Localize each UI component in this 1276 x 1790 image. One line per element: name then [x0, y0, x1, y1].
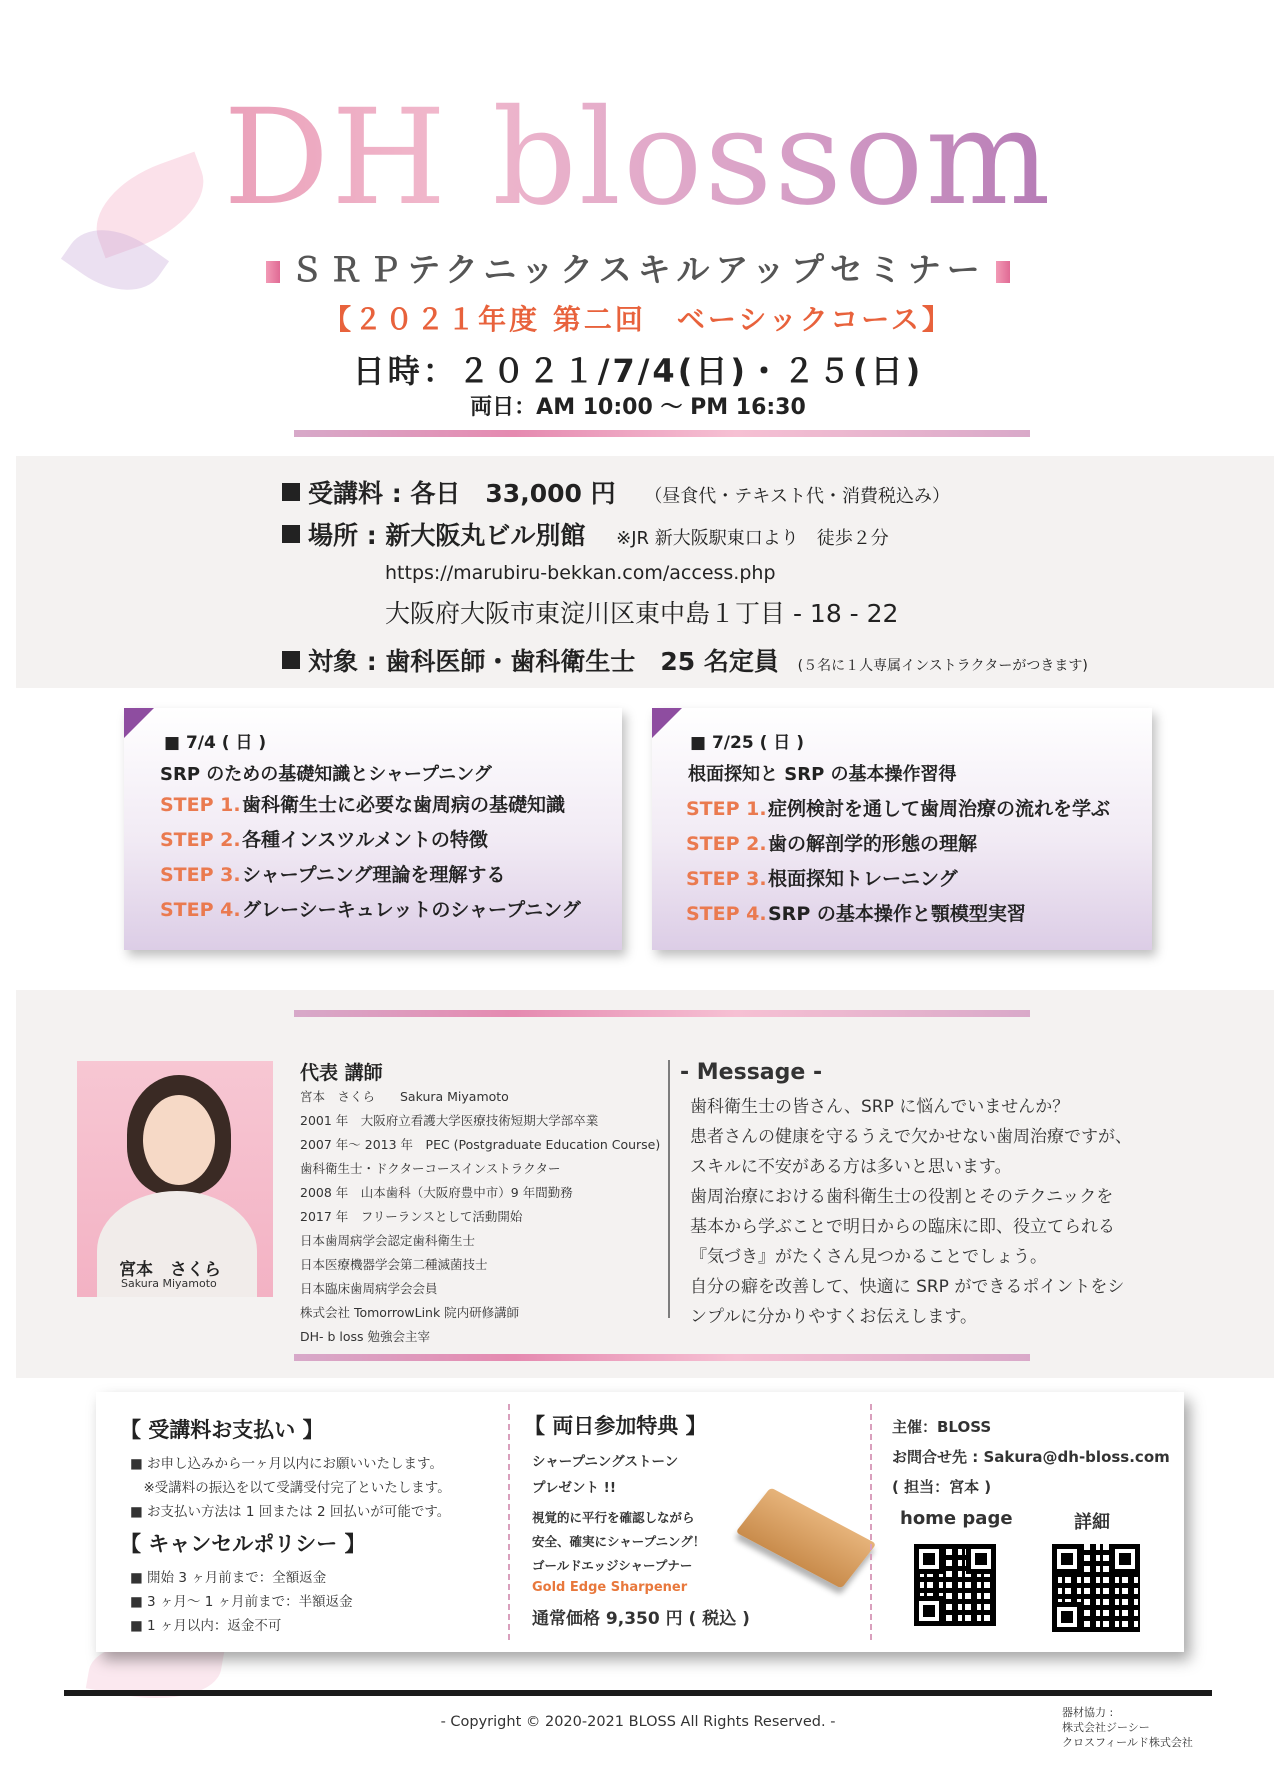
photo-name: 宮本 さくら [119, 1260, 221, 1280]
message-line: スキルに不安がある方は多いと思います。 [690, 1157, 1012, 1177]
day1-step-2 [160, 825, 488, 852]
step-label: STEP 3. [686, 868, 767, 890]
step-label: STEP 1. [160, 794, 241, 816]
details-label: 詳細 [1074, 1512, 1110, 1533]
bio-line: 株式会社 TomorrowLink 院内研修講師 [300, 1305, 520, 1320]
seminar-subtitle [0, 244, 1276, 291]
subtitle-text: ＳＲＰテクニックスキルアップセミナー [290, 250, 986, 289]
day1-step-4 [160, 895, 581, 922]
sponsor-line: 株式会社ジーシー [1062, 1721, 1150, 1734]
day2-step-3 [686, 864, 958, 891]
cancel-line: ■ 開始 3 ヶ月前まで：全額返金 [130, 1570, 327, 1586]
benefit-line: プレゼント !! [532, 1480, 616, 1496]
instructor-heading: 代表 講師 [300, 1062, 383, 1084]
column-divider [870, 1404, 872, 1640]
benefit-desc: 安全、確実にシャープニング！ [532, 1534, 706, 1549]
sponsor-line: クロスフィールド株式会社 [1062, 1736, 1193, 1749]
host: 主催：BLOSS [892, 1418, 992, 1436]
day1-date: ■ 7/4 ( 日 ) [164, 733, 267, 753]
payment-line: ■ お支払い方法は 1 回または 2 回払いが可能です。 [130, 1504, 451, 1520]
message-line: 歯科衛生士の皆さん、SRP に悩んでいませんか？ [690, 1097, 1070, 1117]
cancel-title: 【 キャンセルポリシー 】 [120, 1532, 366, 1556]
day2-date: ■ 7/25 ( 日 ) [690, 733, 804, 753]
event-date: 日時：２０２１/7/4(日)・２５(日) [352, 352, 924, 390]
divider [294, 1010, 1030, 1017]
qr-finder [914, 1544, 944, 1574]
step-label: STEP 2. [686, 833, 767, 855]
day1-title: SRP のための基礎知識とシャープニング [160, 764, 492, 785]
qr-finder [1110, 1544, 1140, 1574]
homepage-qr-code[interactable] [914, 1544, 996, 1626]
day1-step-3 [160, 860, 505, 887]
payment-line: ■ お申し込みから一ヶ月以内にお願いいたします。 [130, 1456, 443, 1472]
fee-row [282, 474, 950, 510]
benefit-desc: 視覚的に平行を確認しながら [532, 1510, 695, 1525]
step-text: シャープニング理論を理解する [242, 864, 506, 886]
bio-line: 2007 年〜 2013 年 PEC (Postgraduate Education Course) [300, 1137, 661, 1152]
bio-line: 日本臨床歯周病学会会員 [300, 1281, 438, 1296]
product-name: Gold Edge Sharpener [532, 1580, 688, 1595]
subtitle-bar-left [266, 261, 280, 283]
divider [294, 1354, 1030, 1361]
step-text: 根面探知トレーニング [768, 868, 958, 890]
target-note: (５名に１人専属インストラクターがつきます) [797, 658, 1088, 674]
day2-card [652, 708, 1152, 950]
photo-romaji: Sakura Miyamoto [121, 1277, 217, 1290]
step-label: STEP 2. [160, 829, 241, 851]
contact-email[interactable]: お問合せ先 : Sakura@dh-bloss.com [892, 1448, 1170, 1466]
fee-note: （昼食代・テキスト代・消費税込み） [644, 486, 950, 507]
place-text: 場所 : 新大阪丸ビル別館 [308, 521, 586, 550]
bio-line: 日本歯周病学会認定歯科衛生士 [300, 1233, 476, 1248]
bottom-info-card [96, 1392, 1184, 1652]
message-line: 自分の癖を改善して、快適に SRP ができるポイントをシ [690, 1277, 1125, 1297]
bio-line: 宮本 さくら Sakura Miyamoto [300, 1089, 509, 1104]
card-corner [652, 708, 682, 738]
message-line: 『気づき』がたくさん見つかることでしょう。 [690, 1247, 1047, 1267]
day2-step-1 [686, 794, 1110, 821]
square-bullet-icon [282, 483, 300, 501]
qr-finder [914, 1596, 944, 1626]
payment-line: ※受講料の振込を以て受講受付完了といたします。 [130, 1480, 451, 1496]
address: 大阪府大阪市東淀川区東中島１丁目 - 18 - 22 [385, 599, 899, 628]
bio-line: 2001 年 大阪府立看護大学医療技術短期大学部卒業 [300, 1113, 599, 1128]
fee-text: 受講料 : 各日 33,000 円 [308, 479, 616, 508]
divider [294, 430, 1030, 437]
info-section [16, 456, 1274, 688]
event-time: 両日：AM 10:00 〜 PM 16:30 [470, 395, 806, 420]
instructor-photo [77, 1061, 273, 1297]
cancel-line: ■ 1 ヶ月以内：返金不可 [130, 1618, 282, 1634]
access-url[interactable]: https://marubiru-bekkan.com/access.php [385, 562, 776, 584]
square-bullet-icon [282, 525, 300, 543]
footer-line [64, 1690, 1212, 1696]
place-note: ※JR 新大阪駅東口より 徒歩２分 [616, 528, 889, 549]
message-heading: - Message - [680, 1060, 823, 1085]
day2-step-2 [686, 829, 977, 856]
column-divider [508, 1404, 510, 1640]
message-divider [668, 1060, 670, 1318]
step-text: 歯の解剖学的形態の理解 [768, 833, 978, 855]
step-text: 歯科衛生士に必要な歯周病の基礎知識 [242, 794, 566, 816]
message-line: 歯周治療における歯科衛生士の役割とそのテクニックを [690, 1187, 1114, 1207]
face-shape [143, 1095, 215, 1185]
step-label: STEP 4. [160, 899, 241, 921]
target-text: 対象 : 歯科医師・歯科衛生士 25 名定員 [308, 647, 779, 676]
sharpening-stone-icon [736, 1487, 877, 1588]
step-text: 症例検討を通して歯周治療の流れを学ぶ [768, 798, 1111, 820]
product-price: 通常価格 9,350 円 ( 税込 ) [532, 1609, 750, 1629]
benefit-line: シャープニングストーン [532, 1454, 679, 1470]
bio-line: 2017 年 フリーランスとして活動開始 [300, 1209, 523, 1224]
qr-finder [966, 1544, 996, 1574]
payment-title: 【 受講料お支払い 】 [120, 1418, 324, 1442]
benefit-desc: ゴールドエッジシャープナー [532, 1558, 693, 1573]
step-label: STEP 1. [686, 798, 767, 820]
message-line: ンプルに分かりやすくお伝えします。 [690, 1307, 977, 1327]
place-row [282, 516, 889, 552]
step-text: 各種インスツルメントの特徴 [242, 829, 488, 851]
step-label: STEP 3. [160, 864, 241, 886]
sponsor-line: 器材協力 : [1062, 1706, 1114, 1719]
message-line: 患者さんの健康を守るうえで欠かせない歯周治療ですが、 [690, 1127, 1132, 1147]
bio-line: 歯科衛生士・ドクターコースインストラクター [300, 1161, 561, 1176]
course-label: 【２０２１年度 第二回 ベーシックコース】 [323, 303, 953, 336]
bio-line: DH- b loss 勉強会主宰 [300, 1329, 431, 1344]
homepage-label: home page [900, 1508, 1013, 1529]
message-line: 基本から学ぶことで明日からの臨床に即、役立てられる [690, 1217, 1115, 1237]
day1-card [124, 708, 622, 950]
day2-title: 根面探知と SRP の基本操作習得 [688, 764, 957, 785]
subtitle-bar-right [996, 261, 1010, 283]
day1-step-1 [160, 790, 565, 817]
bio-line: 日本医療機器学会第二種滅菌技士 [300, 1257, 488, 1272]
qr-finder [1052, 1544, 1082, 1574]
qr-finder [1052, 1602, 1082, 1632]
card-corner [124, 708, 154, 738]
copyright: - Copyright © 2020-2021 BLOSS All Rights Reserved. - [440, 1714, 836, 1730]
square-bullet-icon [282, 651, 300, 669]
benefit-title: 【 両日参加特典 】 [524, 1414, 707, 1438]
step-label: STEP 4. [686, 903, 767, 925]
day2-step-4 [686, 899, 1026, 926]
details-qr-code[interactable] [1052, 1544, 1140, 1632]
bio-line: 2008 年 山本歯科（大阪府豊中市）9 年間勤務 [300, 1185, 573, 1200]
cancel-line: ■ 3 ヶ月〜 1 ヶ月前まで：半額返金 [130, 1594, 353, 1610]
target-row [282, 642, 1088, 678]
step-text: SRP の基本操作と顎模型実習 [768, 903, 1026, 925]
step-text: グレーシーキュレットのシャープニング [242, 899, 581, 921]
contact-person: ( 担当：宮本 ) [892, 1478, 992, 1496]
logo-title: DH blossom [0, 88, 1276, 228]
